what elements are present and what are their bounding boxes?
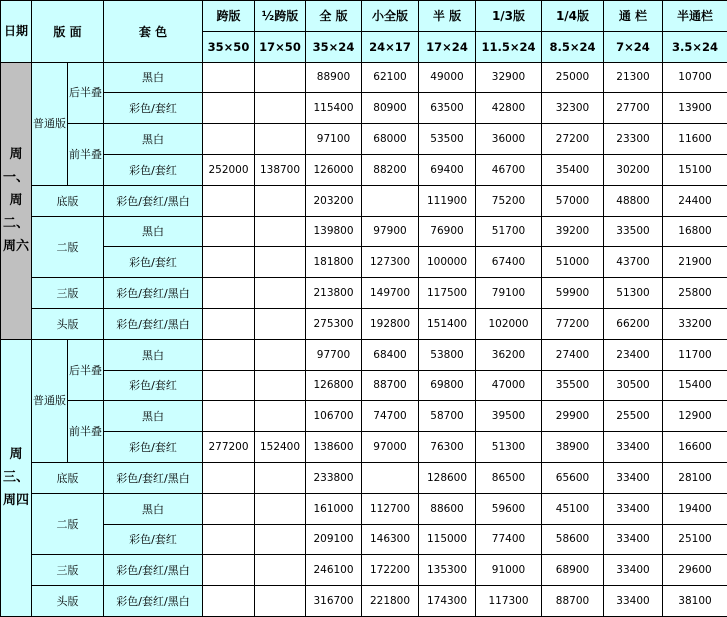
price-cell: 88700 [362,370,419,401]
price-cell: 15100 [663,154,727,185]
table-row [1,370,727,401]
price-cell: 51300 [476,432,542,463]
price-cell: 88700 [542,586,604,617]
price-cell: 32900 [476,62,542,93]
edition-bottom: 底版 [32,462,104,493]
table-row [1,62,727,93]
price-cell: 174300 [419,586,476,617]
price-cell: 117300 [476,586,542,617]
table-row [1,493,727,524]
col-header: 小全版 [362,1,419,32]
price-cell: 192800 [362,308,419,339]
price-cell [255,93,306,124]
table-row [1,462,727,493]
price-cell: 146300 [362,524,419,555]
price-cell: 49000 [419,62,476,93]
price-cell [203,339,255,370]
price-cell: 25100 [663,524,727,555]
price-cell: 39200 [542,216,604,247]
price-cell [203,555,255,586]
price-cell: 39500 [476,401,542,432]
price-cell: 48800 [604,185,663,216]
price-cell: 19400 [663,493,727,524]
color-cell: 黑白 [104,124,203,155]
table-row [1,586,727,617]
price-cell: 30200 [604,154,663,185]
table-row [1,154,727,185]
price-cell: 25000 [542,62,604,93]
price-cell: 29900 [542,401,604,432]
color-cell: 彩色/套红/黑白 [104,586,203,617]
price-cell [255,185,306,216]
price-cell: 53800 [419,339,476,370]
edition-front-half: 前半叠 [68,124,104,186]
price-cell: 24400 [663,185,727,216]
price-cell: 115000 [419,524,476,555]
size-cell: 17×24 [419,31,476,62]
price-cell [255,308,306,339]
price-cell: 59900 [542,278,604,309]
price-cell: 126000 [306,154,362,185]
price-cell [203,524,255,555]
col-header: 1/4版 [542,1,604,32]
price-cell: 67400 [476,247,542,278]
table-row [1,339,727,370]
price-cell [362,462,419,493]
edition-third: 三版 [32,278,104,309]
price-cell: 51300 [604,278,663,309]
date-header: 日期 [1,1,32,63]
price-cell: 30500 [604,370,663,401]
price-cell: 57000 [542,185,604,216]
col-header: 全 版 [306,1,362,32]
price-cell: 58600 [542,524,604,555]
col-header: 半通栏 [663,1,727,32]
edition-back-half: 后半叠 [68,62,104,124]
price-cell: 33200 [663,308,727,339]
price-cell [255,524,306,555]
price-cell: 33400 [604,493,663,524]
price-cell: 106700 [306,401,362,432]
color-cell: 彩色/套红 [104,154,203,185]
price-cell: 77200 [542,308,604,339]
price-cell: 115400 [306,93,362,124]
edition-back-half: 后半叠 [68,339,104,401]
price-cell: 38900 [542,432,604,463]
price-cell: 76300 [419,432,476,463]
price-cell: 213800 [306,278,362,309]
price-cell: 86500 [476,462,542,493]
price-cell: 91000 [476,555,542,586]
color-cell: 彩色/套红/黑白 [104,308,203,339]
price-cell: 11700 [663,339,727,370]
header-row [1,1,727,32]
price-cell: 32300 [542,93,604,124]
price-cell [255,339,306,370]
price-cell: 97000 [362,432,419,463]
table-row [1,93,727,124]
price-cell: 117500 [419,278,476,309]
price-cell: 88200 [362,154,419,185]
price-cell: 138600 [306,432,362,463]
price-cell: 68400 [362,339,419,370]
price-cell: 47000 [476,370,542,401]
price-cell [255,555,306,586]
price-cell: 252000 [203,154,255,185]
table-row [1,247,727,278]
table-row [1,308,727,339]
color-cell: 彩色/套红 [104,524,203,555]
color-cell: 彩色/套红/黑白 [104,185,203,216]
price-cell: 74700 [362,401,419,432]
table-row [1,278,727,309]
color-cell: 黑白 [104,216,203,247]
price-cell [203,586,255,617]
price-cell: 35500 [542,370,604,401]
col-header: 跨版 [203,1,255,32]
price-cell [255,62,306,93]
price-cell [255,401,306,432]
price-cell: 27700 [604,93,663,124]
price-cell: 33400 [604,524,663,555]
size-cell: 7×24 [604,31,663,62]
price-cell: 80900 [362,93,419,124]
price-cell: 316700 [306,586,362,617]
price-cell [255,247,306,278]
price-cell: 97100 [306,124,362,155]
price-cell [362,185,419,216]
price-cell: 275300 [306,308,362,339]
price-cell [255,462,306,493]
price-cell: 233800 [306,462,362,493]
price-cell: 100000 [419,247,476,278]
table-row [1,524,727,555]
price-cell [203,185,255,216]
price-cell: 112700 [362,493,419,524]
price-cell: 45100 [542,493,604,524]
price-cell: 68000 [362,124,419,155]
day-group-label: 周一、周二、周六 [1,62,32,339]
price-cell [203,401,255,432]
color-cell: 彩色/套红/黑白 [104,462,203,493]
price-cell: 203200 [306,185,362,216]
price-cell: 221800 [362,586,419,617]
col-header: 1/3版 [476,1,542,32]
price-cell: 76900 [419,216,476,247]
table-row [1,185,727,216]
size-cell: 35×24 [306,31,362,62]
edition-header: 版 面 [32,1,104,63]
edition-regular: 普通版 [32,62,68,185]
price-cell [203,278,255,309]
price-cell: 79100 [476,278,542,309]
size-cell: 3.5×24 [663,31,727,62]
price-cell [203,247,255,278]
price-cell: 58700 [419,401,476,432]
color-header: 套 色 [104,1,203,63]
price-cell: 65600 [542,462,604,493]
price-cell: 68900 [542,555,604,586]
price-cell [203,493,255,524]
price-cell: 88600 [419,493,476,524]
table-row [1,216,727,247]
price-cell: 277200 [203,432,255,463]
price-cell: 16800 [663,216,727,247]
price-cell: 23400 [604,339,663,370]
price-cell: 33400 [604,555,663,586]
price-cell: 181800 [306,247,362,278]
price-cell: 75200 [476,185,542,216]
size-cell: 11.5×24 [476,31,542,62]
price-cell: 246100 [306,555,362,586]
color-cell: 黑白 [104,401,203,432]
color-cell: 彩色/套红 [104,247,203,278]
price-cell: 63500 [419,93,476,124]
price-cell [255,493,306,524]
price-cell: 88900 [306,62,362,93]
edition-front-page: 头版 [32,308,104,339]
price-cell: 127300 [362,247,419,278]
edition-second: 二版 [32,216,104,278]
edition-third: 三版 [32,555,104,586]
price-cell: 69400 [419,154,476,185]
price-cell: 16600 [663,432,727,463]
price-cell: 10700 [663,62,727,93]
day-group-label: 周三、周四 [1,339,32,616]
edition-regular: 普通版 [32,339,68,462]
price-cell: 97700 [306,339,362,370]
price-cell: 35400 [542,154,604,185]
edition-front-page: 头版 [32,586,104,617]
price-cell [255,216,306,247]
table-row [1,124,727,155]
price-cell: 33400 [604,462,663,493]
edition-bottom: 底版 [32,185,104,216]
price-cell: 161000 [306,493,362,524]
price-cell: 28100 [663,462,727,493]
price-cell: 139800 [306,216,362,247]
price-cell [255,278,306,309]
price-cell: 126800 [306,370,362,401]
price-cell: 69800 [419,370,476,401]
price-cell: 97900 [362,216,419,247]
price-cell: 149700 [362,278,419,309]
price-cell: 25800 [663,278,727,309]
color-cell: 黑白 [104,62,203,93]
price-cell: 36200 [476,339,542,370]
price-cell: 128600 [419,462,476,493]
price-cell: 59600 [476,493,542,524]
table-row [1,432,727,463]
price-cell [203,93,255,124]
price-cell: 172200 [362,555,419,586]
color-cell: 彩色/套红/黑白 [104,278,203,309]
price-cell [203,462,255,493]
price-cell: 12900 [663,401,727,432]
price-cell: 38100 [663,586,727,617]
price-cell: 62100 [362,62,419,93]
color-cell: 黑白 [104,339,203,370]
price-cell [203,216,255,247]
price-cell [255,370,306,401]
color-cell: 彩色/套红 [104,93,203,124]
table-row [1,555,727,586]
price-cell: 23300 [604,124,663,155]
price-cell: 46700 [476,154,542,185]
col-header: 通 栏 [604,1,663,32]
price-cell [255,586,306,617]
price-cell: 15400 [663,370,727,401]
edition-second: 二版 [32,493,104,555]
price-cell: 151400 [419,308,476,339]
price-cell: 21900 [663,247,727,278]
price-cell: 53500 [419,124,476,155]
price-cell: 21300 [604,62,663,93]
price-cell: 43700 [604,247,663,278]
table-row [1,401,727,432]
price-cell [203,62,255,93]
color-cell: 彩色/套红 [104,370,203,401]
price-cell: 135300 [419,555,476,586]
color-cell: 彩色/套红 [104,432,203,463]
price-cell: 152400 [255,432,306,463]
edition-front-half: 前半叠 [68,401,104,463]
col-header: 半 版 [419,1,476,32]
size-cell: 8.5×24 [542,31,604,62]
size-cell: 17×50 [255,31,306,62]
price-cell: 29600 [663,555,727,586]
price-cell: 51700 [476,216,542,247]
color-cell: 彩色/套红/黑白 [104,555,203,586]
price-cell: 27200 [542,124,604,155]
col-header: ½跨版 [255,1,306,32]
size-cell: 24×17 [362,31,419,62]
price-cell: 209100 [306,524,362,555]
price-cell: 33400 [604,586,663,617]
price-cell [203,124,255,155]
color-cell: 黑白 [104,493,203,524]
price-cell [203,370,255,401]
price-cell: 42800 [476,93,542,124]
price-cell [203,308,255,339]
price-cell: 11600 [663,124,727,155]
price-cell: 33400 [604,432,663,463]
price-cell: 77400 [476,524,542,555]
price-cell: 36000 [476,124,542,155]
size-cell: 35×50 [203,31,255,62]
price-cell: 138700 [255,154,306,185]
price-cell: 27400 [542,339,604,370]
price-cell: 25500 [604,401,663,432]
price-cell [255,124,306,155]
price-cell: 33500 [604,216,663,247]
price-cell: 51000 [542,247,604,278]
price-cell: 111900 [419,185,476,216]
price-cell: 66200 [604,308,663,339]
price-cell: 13900 [663,93,727,124]
price-cell: 102000 [476,308,542,339]
